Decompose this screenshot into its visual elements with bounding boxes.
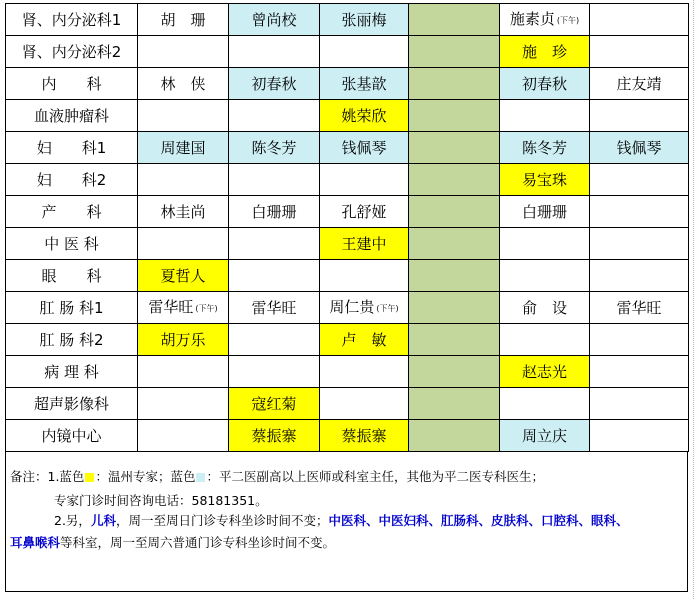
doctor-cell [138,36,229,68]
doctor-name: 陈冬芳 [251,138,297,157]
department-cell: 肾、内分泌科1 [6,4,138,36]
doctor-cell [229,292,320,324]
doctor-cell [229,100,320,132]
doctor-cell [320,228,409,260]
doctor-cell [320,196,409,228]
doctor-cell [138,4,229,36]
doctor-cell [229,164,320,196]
doctor-cell [138,292,229,324]
doctor-cell [138,68,229,100]
department-cell: 妇 科1 [6,132,138,164]
department-cell: 内镜中心 [6,420,138,452]
doctor-cell [138,388,229,420]
doctor-cell [500,228,590,260]
doctor-name: 张基歆 [341,74,387,93]
department-cell: 产 科 [6,196,138,228]
doctor-cell [590,132,689,164]
doctor-cell [229,196,320,228]
doctor-cell [229,260,320,292]
doctor-name: 初春秋 [251,74,297,93]
doctor-name: 赵志光 [521,362,567,381]
doctor-cell [590,100,689,132]
doctor-cell [138,100,229,132]
department-cell: 中 医 科 [6,228,138,260]
doctor-name: 寇红菊 [251,394,297,413]
doctor-name: 胡万乐 [160,330,206,349]
doctor-cell [590,324,689,356]
notes-box [5,451,688,592]
doctor-cell [138,420,229,452]
doctor-cell [138,196,229,228]
doctor-cell [500,292,590,324]
notes-line-1: 备注：1.蓝色 ：温州专家；蓝色 ：平二医副高以上医师或科室主任，其他为平二医专科医生； [10,469,544,484]
doctor-cell [229,228,320,260]
divider-column-cell [409,388,500,420]
department-cell: 肛 肠 科1 [6,292,138,324]
schedule-row [6,100,689,132]
doctor-cell [320,36,409,68]
divider-column-cell [409,292,500,324]
doctor-name: 雷华旺 [148,297,194,316]
doctor-cell [320,100,409,132]
afternoon-tag: (下午) [376,303,399,313]
yellow-swatch [85,473,94,482]
doctor-name: 陈冬芳 [521,138,567,157]
doctor-cell [590,196,689,228]
doctor-cell [320,324,409,356]
doctor-name: 蔡振寨 [341,426,387,445]
doctor-name: 夏哲人 [160,266,206,285]
doctor-name: 曾尚校 [251,10,297,29]
schedule-row [6,356,689,388]
department-cell: 肛 肠 科2 [6,324,138,356]
divider-column-cell [409,36,500,68]
notes-line-2: 专家门诊时间咨询电话：58181351。 [54,493,268,508]
doctor-cell [229,420,320,452]
divider-column-cell [409,260,500,292]
doctor-name: 胡 珊 [160,10,206,29]
doctor-cell [320,4,409,36]
divider-column-cell [409,228,500,260]
blue-swatch [196,473,205,482]
department-cell: 血液肿瘤科 [6,100,138,132]
department-cell: 眼 科 [6,260,138,292]
divider-column-cell [409,196,500,228]
doctor-cell [590,292,689,324]
doctor-cell [500,388,590,420]
schedule-table [5,3,689,452]
doctor-name: 白珊珊 [251,202,297,221]
divider-column-cell [409,164,500,196]
doctor-cell [320,420,409,452]
divider-column-cell [409,132,500,164]
doctor-cell [229,324,320,356]
schedule-row [6,228,689,260]
doctor-name: 雷华旺 [251,298,297,317]
doctor-name: 姚荣欣 [341,106,387,125]
divider-column-cell [409,324,500,356]
doctor-name: 周仁贵 [329,297,375,316]
divider-column-cell [409,100,500,132]
divider-column-cell [409,68,500,100]
doctor-cell [590,68,689,100]
schedule-row [6,292,689,324]
doctor-name: 施 珍 [521,42,567,61]
doctor-cell [320,292,409,324]
divider-column-cell [409,4,500,36]
doctor-cell [320,388,409,420]
divider-column-cell [409,420,500,452]
doctor-cell [500,196,590,228]
doctor-cell [500,420,590,452]
doctor-name: 卢 敏 [341,330,387,349]
schedule-row [6,260,689,292]
doctor-cell [229,4,320,36]
doctor-cell [590,420,689,452]
doctor-cell [590,164,689,196]
doctor-name: 张丽梅 [341,10,387,29]
doctor-cell [320,68,409,100]
doctor-name: 初春秋 [521,74,567,93]
doctor-name: 蔡振寨 [251,426,297,445]
doctor-cell [500,164,590,196]
doctor-cell [229,356,320,388]
doctor-cell [138,164,229,196]
doctor-name: 钱佩琴 [341,138,387,157]
doctor-cell [500,68,590,100]
department-cell: 病 理 科 [6,356,138,388]
doctor-cell [320,164,409,196]
schedule-row [6,388,689,420]
doctor-name: 王建中 [341,234,387,253]
doctor-cell [590,388,689,420]
notes-line-3: 2.另，儿科，周一至周日门诊专科坐诊时间不变；中医科、中医妇科、肛肠科、皮肤科、口腔科、眼科、 [54,513,629,528]
afternoon-tag: (下午) [195,303,218,313]
doctor-cell [500,324,590,356]
doctor-name: 孔舒娅 [341,202,387,221]
department-cell: 妇 科2 [6,164,138,196]
doctor-name: 施素贞 [509,9,555,28]
doctor-cell [500,356,590,388]
doctor-cell [138,260,229,292]
doctor-cell [138,132,229,164]
doctor-name: 雷华旺 [616,298,662,317]
doctor-cell [500,36,590,68]
doctor-cell [590,4,689,36]
doctor-cell [229,132,320,164]
doctor-cell [590,228,689,260]
doctor-cell [500,132,590,164]
schedule-row [6,324,689,356]
doctor-cell [229,388,320,420]
department-cell: 肾、内分泌科2 [6,36,138,68]
doctor-cell [320,132,409,164]
doctor-name: 周建国 [160,138,206,157]
notes-line-4: 耳鼻喉科等科室，周一至周六普通门诊专科坐诊时间不变。 [10,535,336,550]
doctor-cell [138,228,229,260]
schedule-row [6,420,689,452]
doctor-name: 庄友靖 [616,74,662,93]
doctor-name: 林圭尚 [160,202,206,221]
doctor-name: 周立庆 [521,426,567,445]
schedule-row [6,196,689,228]
schedule-row [6,36,689,68]
doctor-name: 钱佩琴 [616,138,662,157]
schedule-row [6,68,689,100]
doctor-cell [320,260,409,292]
doctor-cell [138,356,229,388]
doctor-cell [590,36,689,68]
schedule-row [6,132,689,164]
afternoon-tag: (下午) [556,15,580,25]
doctor-name: 俞 设 [521,298,567,317]
divider-column-cell [409,356,500,388]
doctor-cell [500,100,590,132]
doctor-cell [320,356,409,388]
schedule-row [6,4,689,36]
doctor-cell [138,324,229,356]
doctor-cell [590,356,689,388]
doctor-name: 白珊珊 [521,202,567,221]
page-edge-guide [693,0,694,599]
schedule-row [6,164,689,196]
doctor-cell [229,68,320,100]
department-cell: 内 科 [6,68,138,100]
doctor-name: 易宝珠 [521,170,567,189]
doctor-cell [229,36,320,68]
doctor-cell [590,260,689,292]
doctor-name: 林 侠 [160,74,206,93]
department-cell: 超声影像科 [6,388,138,420]
doctor-cell [500,260,590,292]
doctor-cell [500,4,590,36]
